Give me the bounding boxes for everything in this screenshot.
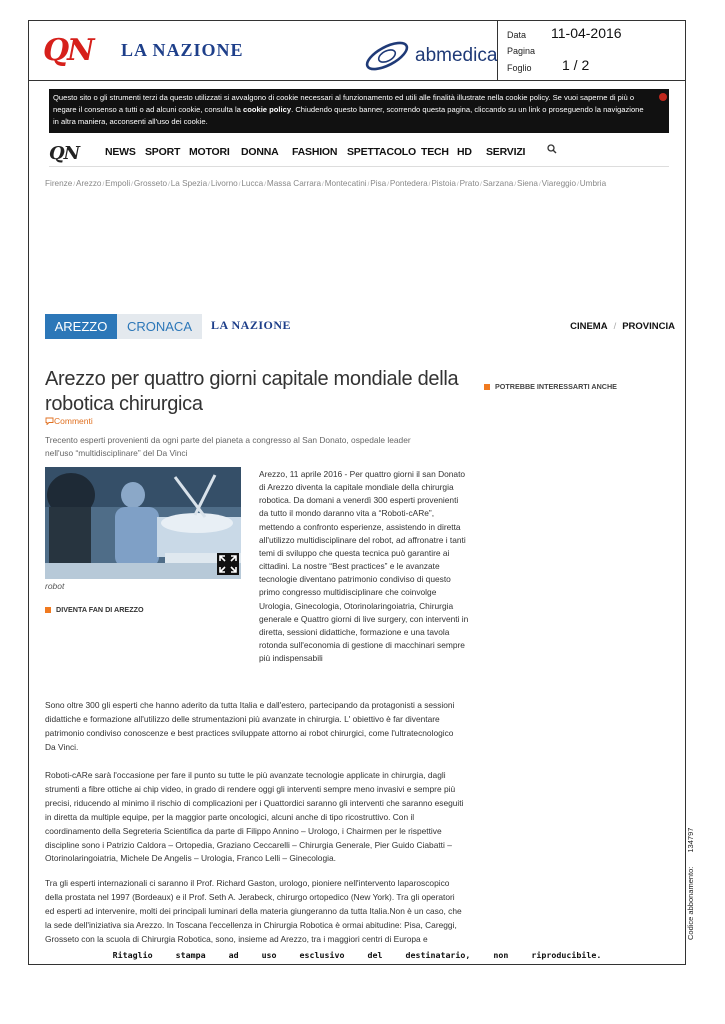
abmedica-swirl-icon [359,39,415,73]
nav-item-donna[interactable]: DONNA [241,146,279,158]
data-value: 11-04-2016 [551,25,622,41]
abmedica-wordmark: abmedica [415,45,498,66]
city-link[interactable]: Arezzo [75,179,102,188]
section-la-nazione-logo: LA NAZIONE [211,318,292,332]
city-link[interactable]: Massa Carrara [266,179,322,188]
abmedica-logo [359,39,498,75]
cookie-text-after: . Chiudendo questo banner, scorrendo questa pagina, cliccando su un link o proseguendo la navigazione in altra maniera, acconsenti all'uso dei cookie. [53,105,644,126]
article-paragraph: Sono oltre 300 gli esperti che hanno aderito da tutta Italia e dall'estero, partecipando da protagonisti a sessioni didattiche e formazione all'utilizzo delle strumentazioni più avanzate in chirurgia. L' obiettivo è far diventare patrimonio condiviso conoscenze e best practices sviluppate attorno ai robot chirurgici, come l'ultratecnologico Da Vinci. [45,700,455,752]
foglio-value: 1 / 2 [562,57,590,73]
article-lead: Arezzo, 11 aprile 2016 - Per quattro giorni il san Donato di Arezzo diventa la capitale mondiale della chirurgia robotica. Da domani a venerdì 300 esperti provenienti da tutto il mondo daranno vita a “Roboti-cARe”, mettendo a confronto esperienze, assistendo in diretta all'utilizzo multidisciplinare del robot, ad affronatre i tanti temi di sviluppo che questa tecnica può garantire ai cittadini. La nostre “Best practices” e le avanzate tecnologie diventano patrimonio condiviso di questo primo congresso multidisciplinare che coinvolge Urologia, Ginecologia, Otorinolaringoiatria, Chirurgia generale e Quattro giorni di live surgery, con interventi in diretta, sessioni didattiche, formazione e una tavola rotonda sull'economia di gestione di macchinari sempre più indispensabili [259,469,469,664]
footer-divider [28,964,686,965]
nav-item-sport[interactable]: SPORT [145,146,181,158]
subscription-code-value: 134797 [686,827,695,853]
nav-item-motori[interactable]: MOTORI [189,146,230,158]
city-link[interactable]: Montecatini [324,179,367,188]
la-nazione-logo [43,31,293,69]
article-title: Arezzo per quattro giorni capitale mondiale della robotica chirurgica [45,368,459,415]
tab-arezzo[interactable]: AREZZO [45,314,117,339]
city-link[interactable]: Livorno [210,179,238,188]
orange-square-icon [45,607,51,613]
cookie-text-before: Questo sito o gli strumenti terzi da questo utilizzati si avvalgono di cookie necessari al funzionamento ed utili alle finalità illustrate nella cookie policy. Se vuoi saperne di più o negare il consenso a tutti o ad alcuni cookie, consulta la [53,93,635,114]
speech-bubble-icon [45,417,54,425]
nav-item-hd[interactable]: HD [457,146,472,158]
city-link[interactable]: Empoli [105,179,131,188]
clipping-header [29,21,685,81]
section-link-cinema[interactable]: CINEMA [570,321,608,332]
surgical-robot-photo [45,467,241,579]
nav-qn-logo[interactable]: QN [49,143,80,164]
section-link-provincia[interactable]: PROVINCIA [622,321,675,332]
la-nazione-wordmark: LA NAZIONE [121,40,244,60]
section-bar [45,314,675,339]
section-links: CINEMA / PROVINCIA [570,321,675,332]
city-link[interactable]: Siena [517,179,538,188]
clipping-meta [497,21,685,80]
fan-arezzo-label: DIVENTA FAN DI AREZZO [56,605,144,614]
nav-item-tech[interactable]: TECH [421,146,449,158]
fan-arezzo-link[interactable] [45,605,144,614]
city-link[interactable]: Firenze [45,179,73,188]
city-link[interactable]: Viareggio [541,179,577,188]
article-paragraph: Tra gli esperti internazionali ci saranno il Prof. Richard Gaston, urologo, pioniere nell'intervento laparoscopico della prostata nel 1997 (Bordeaux) e il Prof. Seth A. Jerabeck, chirurgo ortopedico (New York). Tra gli operatori ed esperti ad intervenire, molti dei principali luminari della materia giungeranno da tutta Italia.Non è un caso, che la sede dell'iniziativa sia Arezzo. In Toscana l'eccellenza in Chirurgia Robotica è ormai abitudine: Pisa, Careggi, Grosseto con la scuola di Chirurgia Robotica, sono, insieme ad Arezzo, tra i maggiori centri di Europa e [45,878,462,944]
data-label: Data [507,30,527,40]
nav-item-spettacolo[interactable]: SPETTACOLO [347,146,416,158]
orange-square-icon [484,384,490,390]
related-heading-label: POTREBBE INTERESSARTI ANCHE [495,382,617,391]
clipping-frame [28,20,686,965]
city-nav: Firenze/Arezzo/Empoli/Grosseto/La Spezia/Livorno/Lucca/Massa Carrara/Montecatini/Pisa/Pontedera/Pistoia/Prato/Sarzana/Siena/Viareggio/Umbria [45,179,607,188]
tab-cronaca[interactable]: CRONACA [117,314,202,339]
qn-logo-mark: QN [43,33,93,68]
cookie-policy-link[interactable]: cookie policy [242,105,292,114]
nav-item-news[interactable]: NEWS [105,146,136,158]
article-subtitle: Trecento esperti provenienti da ogni parte del pianeta a congresso al San Donato, ospedale leader nell'uso “multidisciplinare” del Da Vinci [45,435,411,458]
city-link[interactable]: Pontedera [389,179,428,188]
city-link[interactable]: Sarzana [482,179,514,188]
comments-link[interactable] [45,416,93,426]
nav-item-fashion[interactable]: FASHION [292,146,338,158]
clipping-footer-notice: Ritaglio stampa ad uso esclusivo del destinatario, non riproducibile. [112,950,602,960]
cookie-banner [49,89,669,133]
city-link[interactable]: Lucca [241,179,264,188]
city-link[interactable]: Umbria [579,179,607,188]
subscription-code [686,828,695,940]
expand-arrows-icon [217,553,239,575]
close-icon[interactable] [659,93,667,101]
related-heading [484,382,617,391]
expand-button[interactable] [217,553,239,575]
article-photo[interactable] [45,467,241,579]
city-link[interactable]: Prato [459,179,480,188]
foglio-label: Foglio [507,63,532,73]
city-link[interactable]: Pistoia [431,179,456,188]
photo-caption: robot [45,581,65,591]
city-link[interactable]: Pisa [370,179,387,188]
article-paragraph: Roboti-cARe sarà l'occasione per fare il punto su tutte le più avanzate tecnologie applicate in chirurgia, dagli strumenti a fibre ottiche ai chip video, in grado di rendere oggi gli interventi sempre meno invasivi e sempre più precisi, riducendo al minimo il rischio di complicazioni per i Quattordici saranno gli interventi che saranno eseguiti in diretta da multiple equipe, per la maggior parte oncologici, alcuni anche di tipo ricostruttivo. Con il coordinamento della Segreteria Scientifica da parte di Filippo Annino – Urologo, i Chairmen per le rispettive discipline sono i Patrizio Caldora – Ortopedia, Graziano Ceccarelli – Chirurgia Generale, Pier Guido Ciabatti – Otorinolaringoiatria, Michele De Angelis – Urologia, Franco Lelli – Ginecologia. [45,770,464,864]
comments-label: Commenti [54,416,93,426]
nav-item-servizi[interactable]: SERVIZI [486,146,526,158]
city-link[interactable]: La Spezia [170,179,208,188]
subscription-code-label: Codice abbonamento: [686,866,695,940]
pagina-label: Pagina [507,46,536,56]
main-nav [49,139,669,167]
magnifier-icon[interactable] [547,144,557,154]
city-link[interactable]: Grosseto [133,179,168,188]
